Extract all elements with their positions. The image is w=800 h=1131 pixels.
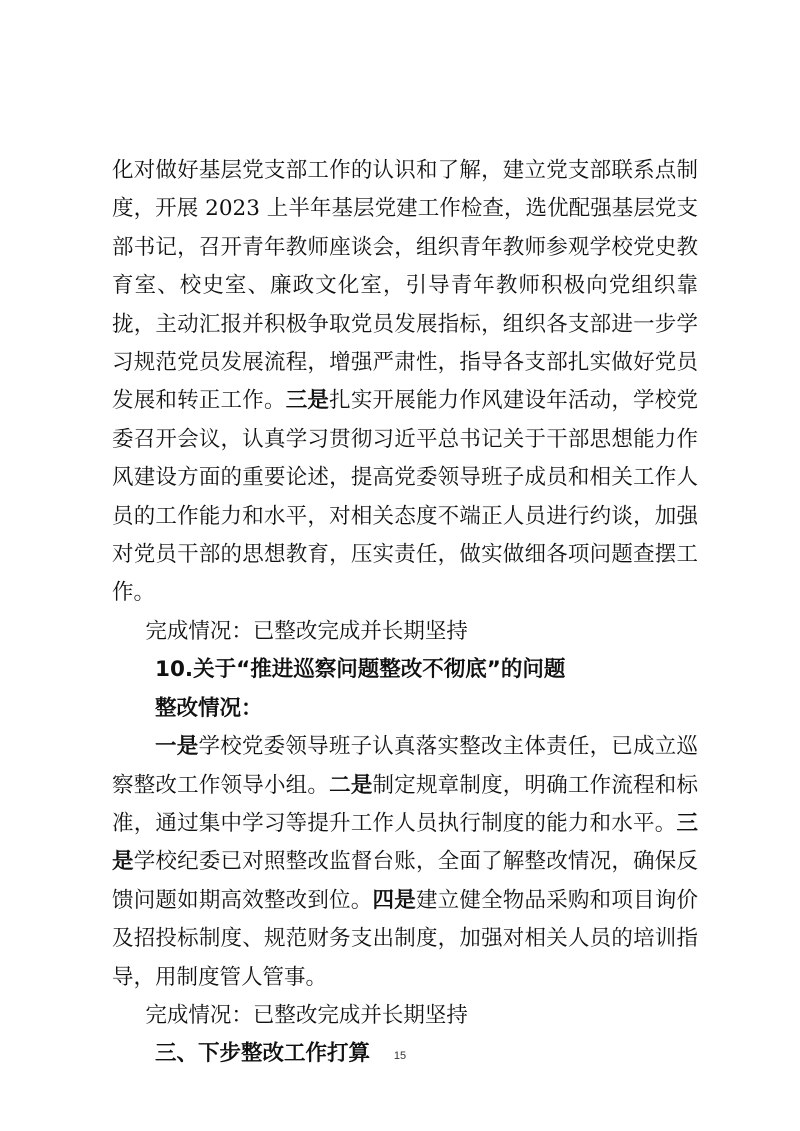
- completion-status: 完成情况：已整改完成并长期坚持: [145, 1002, 468, 1028]
- item-marker-four: 四是: [372, 887, 416, 913]
- paragraph-text: 制定规章制度，明确工作流程和标准，通过集中学习等提升工作人员执行制度的能力和水平。: [112, 772, 698, 836]
- rectification-label: 整改情况：: [155, 695, 263, 721]
- item-marker-two: 二是: [329, 772, 373, 798]
- item-marker-one: 一是: [155, 734, 199, 760]
- item-marker-three: 三是: [285, 388, 330, 414]
- rectification-paragraph: [112, 728, 698, 997]
- document-body: [112, 152, 698, 1074]
- paragraph-text: 化对做好基层党支部工作的认识和了解，建立党支部联系点制度，开展 2023 上半年基层党建工作检查，选优配强基层党支部书记，召开青年教师座谈会，组织青年教师参观学校党史教育室、校史室、廉政文化室，引导青年教师积极向党组织靠拢，主动汇报并积极争取党员发展指标，组织各支部进一步学习规范党员发展流程，增强严肃性，指导各支部扎实做好党员发展和转正工作。: [112, 158, 698, 414]
- section-heading: 三、下步整改工作打算: [155, 1041, 371, 1067]
- paragraph-text: 学校党委领导班子认真落实整改主体责任，已成立巡察整改工作领导小组。: [112, 734, 698, 798]
- paragraph-text: 学校纪委已对照整改监督台账，全面了解整改情况，确保反馈问题如期高效整改到位。: [112, 849, 698, 913]
- paragraph-text: 建立健全物品采购和项目询价及招投标制度、规范财务支出制度，加强对相关人员的培训指导，用制度管人管事。: [112, 887, 698, 990]
- issue-heading: 10.关于“推进巡察问题整改不彻底”的问题: [155, 657, 566, 683]
- paragraph-continuation: [112, 152, 698, 613]
- completion-status: 完成情况：已整改完成并长期坚持: [145, 618, 468, 644]
- paragraph-text: 扎实开展能力作风建设年活动，学校党委召开会议，认真学习贯彻习近平总书记关于干部思想能力作风建设方面的重要论述，提高党委领导班子成员和相关工作人员的工作能力和水平，对相关态度不端正人员进行约谈，加强对党员干部的思想教育，压实责任，做实做细各项问题查摆工作。: [112, 388, 698, 606]
- page-number: 15: [393, 1050, 407, 1062]
- item-marker-three: 三是: [112, 810, 698, 875]
